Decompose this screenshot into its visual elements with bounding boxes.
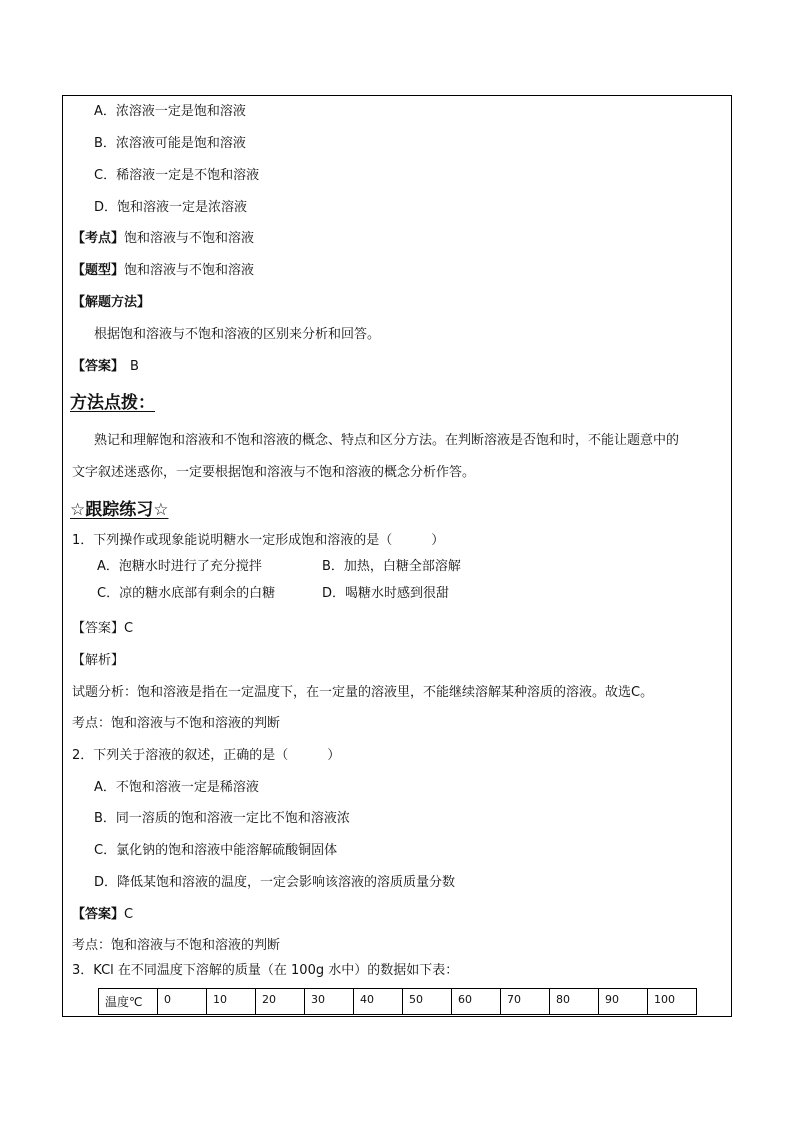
kcl-solubility-table <box>98 988 697 1015</box>
answer-value: B <box>130 359 139 374</box>
q2-stem: 2．下列关于溶液的叙述，正确的是（ ） <box>72 748 341 763</box>
method-text: 根据饱和溶液与不饱和溶液的区别来分析和回答。 <box>94 327 381 342</box>
kaodian-text: 饱和溶液与不饱和溶液 <box>124 231 255 246</box>
q1-analysis: 试题分析：饱和溶液是指在一定温度下，在一定量的溶液里，不能继续溶解某种溶质的溶液。故选C。 <box>72 685 654 700</box>
tixing-line <box>72 263 254 279</box>
temp-cell: 40 <box>354 989 403 1015</box>
method-label: 【解题方法】 <box>72 295 151 310</box>
q1-answer: 【答案】C <box>72 621 134 636</box>
q2-point: 考点：饱和溶液与不饱和溶液的判断 <box>72 938 281 953</box>
temp-cell: 100 <box>648 989 697 1015</box>
temp-cell: 50 <box>403 989 452 1015</box>
option-b: B．浓溶液可能是饱和溶液 <box>94 136 246 151</box>
option-a: A．浓溶液一定是饱和溶液 <box>94 104 246 119</box>
table-row <box>99 989 697 1015</box>
q1-jiexi-label: 【解析】 <box>72 653 125 668</box>
q2-option-c: C．氯化钠的饱和溶液中能溶解硫酸铜固体 <box>94 843 338 858</box>
q2-option-b: B．同一溶质的饱和溶液一定比不饱和溶液浓 <box>94 811 350 826</box>
tixing-text: 饱和溶液与不饱和溶液 <box>124 263 255 278</box>
temp-cell: 80 <box>550 989 599 1015</box>
temp-cell: 70 <box>501 989 550 1015</box>
temp-cell: 30 <box>305 989 354 1015</box>
temp-cell: 90 <box>599 989 648 1015</box>
tips-line-2: 文字叙述迷惑你，一定要根据饱和溶液与不饱和溶液的概念分析作答。 <box>72 465 476 480</box>
q2-answer-value: C <box>124 907 134 922</box>
tixing-label: 【题型】 <box>72 263 125 278</box>
q2-option-d: D．降低某饱和溶液的温度，一定会影响该溶液的溶质质量分数 <box>94 875 456 890</box>
temp-cell: 0 <box>158 989 207 1015</box>
answer-label: 【答案】 <box>72 359 125 374</box>
temp-cell: 20 <box>256 989 305 1015</box>
q1-option-d: D．喝糖水时感到很甜 <box>322 586 450 601</box>
q3-stem: 3．KCl 在不同温度下溶解的质量（在 100g 水中）的数据如下表： <box>72 963 459 978</box>
answer-line <box>72 359 139 375</box>
option-d: D．饱和溶液一定是浓溶液 <box>94 200 248 215</box>
q1-option-a: A．泡糖水时进行了充分搅拌 <box>97 559 262 574</box>
option-c: C．稀溶液一定是不饱和溶液 <box>94 168 260 183</box>
practice-heading: ☆跟踪练习☆ <box>70 500 169 520</box>
tips-heading: 方法点拨： <box>70 393 155 413</box>
q1-stem: 1．下列操作或现象能说明糖水一定形成饱和溶液的是（ ） <box>72 533 445 548</box>
q2-answer-line <box>72 907 133 923</box>
temp-cell: 60 <box>452 989 501 1015</box>
q1-point: 考点：饱和溶液与不饱和溶液的判断 <box>72 716 281 731</box>
table-header-cell: 温度℃ <box>99 989 158 1015</box>
temp-cell: 10 <box>207 989 256 1015</box>
q2-answer-label: 【答案】 <box>72 907 125 922</box>
tips-line-1: 熟记和理解饱和溶液和不饱和溶液的概念、特点和区分方法。在判断溶液是否饱和时，不能让题意中的 <box>94 433 680 448</box>
q1-option-b: B．加热，白糖全部溶解 <box>322 559 461 574</box>
kaodian-line <box>72 231 254 247</box>
q1-option-c: C．凉的糖水底部有剩余的白糖 <box>97 586 276 601</box>
q2-option-a: A．不饱和溶液一定是稀溶液 <box>94 780 259 795</box>
kaodian-label: 【考点】 <box>72 231 125 246</box>
